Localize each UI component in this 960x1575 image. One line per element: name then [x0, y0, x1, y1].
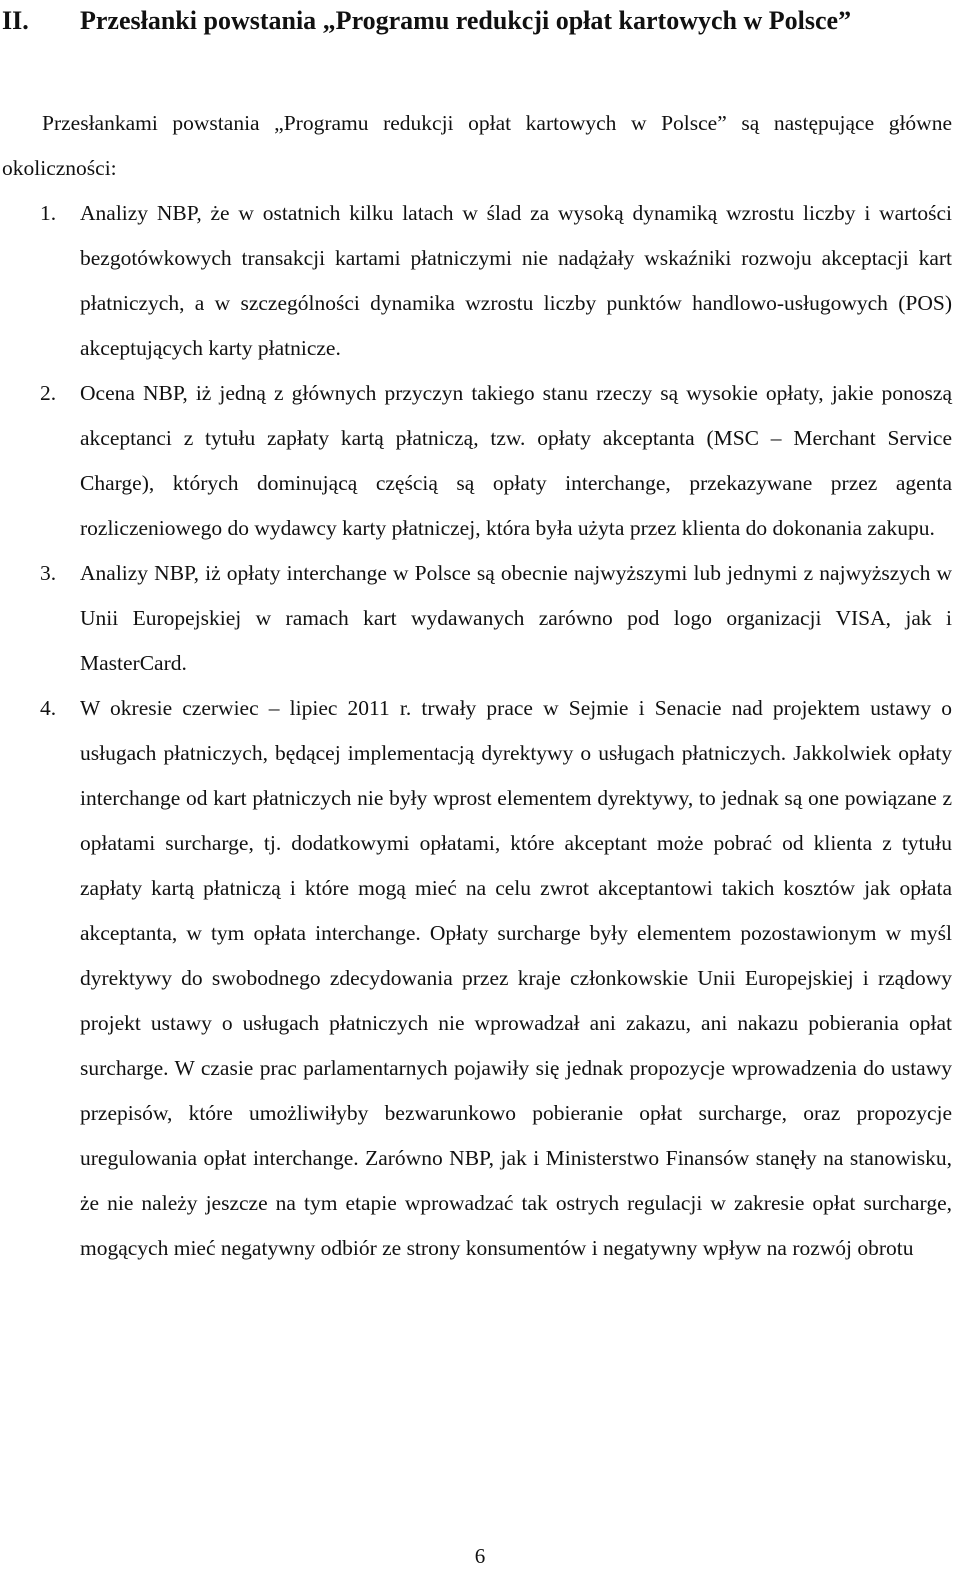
- list-item-text: Analizy NBP, iż opłaty interchange w Polsce są obecnie najwyższymi lub jednymi z najwyższych w Unii Europejskiej w ramach kart wydawanych zarówno pod logo organizacji VISA, jak i MasterCard.: [80, 561, 952, 675]
- section-title: Przesłanki powstania „Programu redukcji opłat kartowych w Polsce”: [80, 6, 852, 35]
- section-number: II.: [2, 6, 29, 35]
- list-item: [0, 551, 952, 686]
- list-item: [0, 371, 952, 551]
- page-number: 6: [474, 1544, 486, 1568]
- list-item-text: W okresie czerwiec – lipiec 2011 r. trwały prace w Sejmie i Senacie nad projektem ustawy o usługach płatniczych, będącej implementacją dyrektywy o usługach płatniczych. Jakkolwiek opłaty interchange od kart płatniczych nie były wprost elementem dyrektywy, to jednak są one powiązane z opłatami surcharge, tj. dodatkowymi opłatami, które akceptant może pobrać od klienta z tytułu zapłaty kartą płatniczą i które mogą mieć na celu zwrot akceptantowi takich kosztów jak opłata akceptanta, w tym opłata interchange. Opłaty surcharge były elementem pozostawionym w myśl dyrektywy do swobodnego zdecydowania przez kraje członkowskie Unii Europejskiej i rządowy projekt ustawy o usługach płatniczych nie wprowadzał ani zakazu, ani nakazu pobierania opłat surcharge. W czasie prac parlamentarnych pojawiły się jednak propozycje wprowadzenia do ustawy przepisów, które umożliwiłyby bezwarunkowo pobieranie opłat surcharge, oraz propozycje uregulowania opłat interchange. Zarówno NBP, jak i Ministerstwo Finansów stanęły na stanowisku, że nie należy jeszcze na tym etapie wprowadzać tak ostrych regulacji w zakresie opłat surcharge, mogących mieć negatywny odbiór ze strony konsumentów i negatywny wpływ na rozwój obrotu: [80, 696, 952, 1260]
- list-item-text: Analizy NBP, że w ostatnich kilku latach w ślad za wysoką dynamiką wzrostu liczby i wartości bezgotówkowych transakcji kartami płatniczymi nie nadążały wskaźniki rozwoju akceptacji kart płatniczych, a w szczególności dynamika wzrostu liczby punktów handlowo-usługowych (POS) akceptujących karty płatnicze.: [80, 201, 952, 360]
- list-item-number: 1.: [40, 201, 57, 225]
- list-item-text: Ocena NBP, iż jedną z głównych przyczyn takiego stanu rzeczy są wysokie opłaty, jakie ponoszą akceptanci z tytułu zapłaty kartą płatniczą, tzw. opłaty akceptanta (MSC – Merchant Service Charge), których dominującą częścią są opłaty interchange, przekazywane przez agenta rozliczeniowego do wydawcy karty płatniczej, która była użyta przez klienta do dokonania zakupu.: [80, 381, 952, 540]
- list-item: [0, 686, 952, 1271]
- list-item-number: 3.: [40, 561, 57, 585]
- circumstances-list: [0, 191, 952, 1271]
- list-item: [0, 191, 952, 371]
- section-heading: [0, 0, 955, 42]
- list-item-number: 2.: [40, 381, 57, 405]
- intro-paragraph: Przesłankami powstania „Programu redukcji opłat kartowych w Polsce” są następujące główne okoliczności:: [2, 111, 952, 180]
- list-item-number: 4.: [40, 696, 57, 720]
